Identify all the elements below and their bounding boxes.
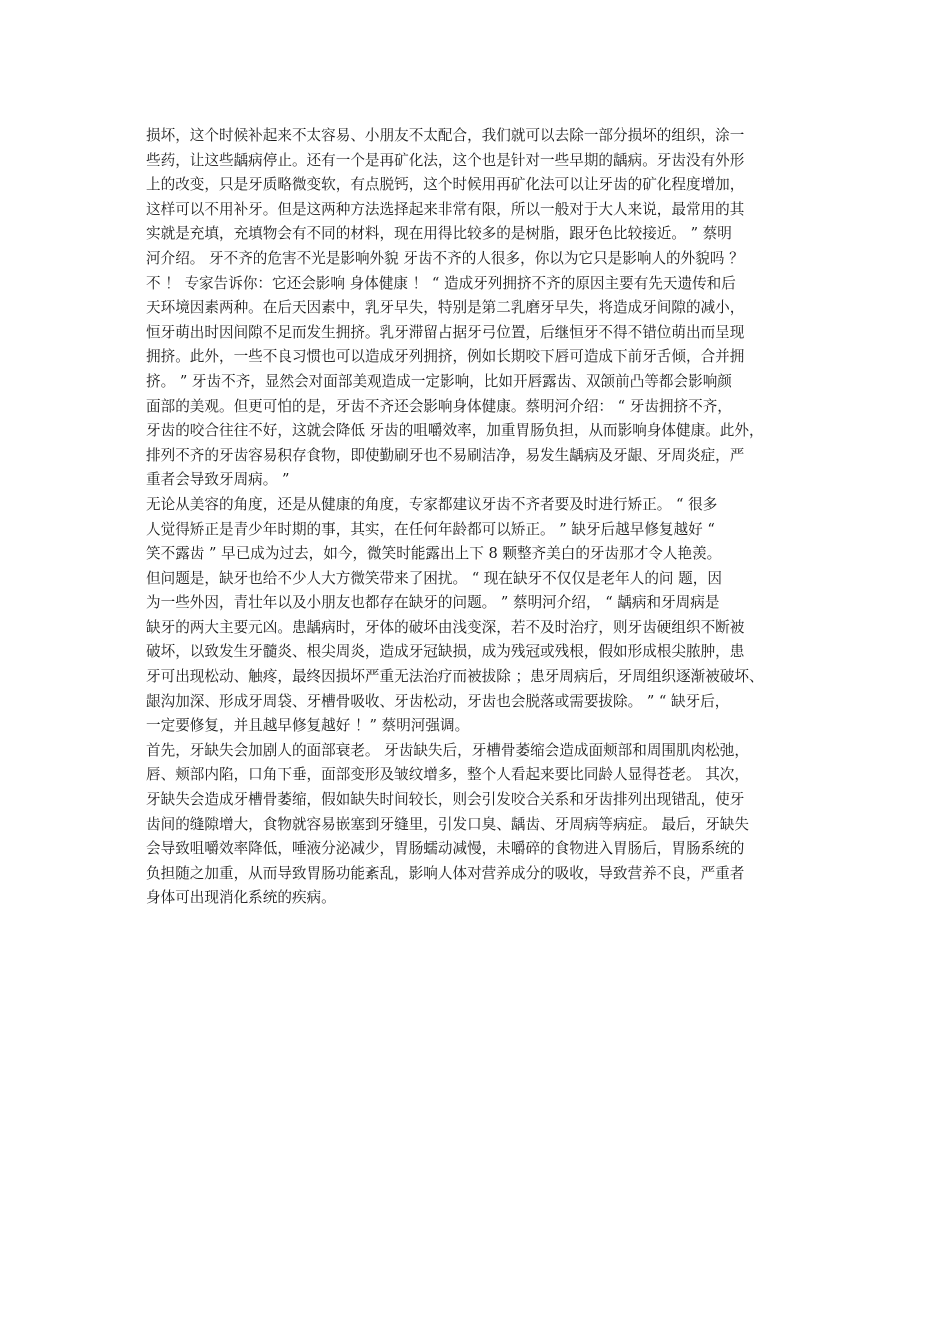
- text-line: 河介绍。 牙不齐的危害不光是影响外貌 牙齿不齐的人很多，你以为它只是影响人的外貌吗 ？: [146, 249, 744, 267]
- text-line: 天环境因素两种。在后天因素中，乳牙早失，特别是第二乳磨牙早失，将造成牙间隙的减小，: [146, 299, 745, 317]
- text-line: 笑不露齿 ” 早已成为过去，如今，微笑时能露出上下 8 颗整齐美白的牙齿那才令人艳羡。: [146, 545, 722, 563]
- text-line: 无论从美容的角度，还是从健康的角度，专家都建议牙齿不齐者要及时进行矫正。 “ 很多: [146, 495, 718, 513]
- text-line: 这样可以不用补牙。但是这两种方法选择起来非常有限，所以一般对于大人来说，最常用的其: [146, 200, 745, 218]
- document-body: [146, 124, 836, 911]
- text-line: 上的改变，只是牙质略微变软，有点脱钙，这个时候用再矿化法可以让牙齿的矿化程度增加，: [146, 176, 745, 194]
- text-line: 但问题是，缺牙也给不少人大方微笑带来了困扰。 “ 现在缺牙不仅仅是老年人的问 题，因: [146, 569, 722, 587]
- text-line: 齿间的缝隙增大，食物就容易嵌塞到牙缝里，引发口臭、龋齿、牙周病等病症。 最后，牙缺失: [146, 815, 749, 833]
- text-line: 些药，让这些龋病停止。还有一个是再矿化法，这个也是针对一些早期的龋病。牙齿没有外形: [146, 151, 745, 169]
- text-line: 排列不齐的牙齿容易积存食物，即使勤刷牙也不易刷洁净，易发生龋病及牙龈、牙周炎症，严: [146, 446, 745, 464]
- text-line: 为一些外因，青壮年以及小朋友也都存在缺牙的问题。 ” 蔡明河介绍， “ 龋病和牙周病是: [146, 594, 720, 612]
- text-line: 一定要修复，并且越早修复越好 ！” 蔡明河强调。: [146, 717, 470, 735]
- text-line: 会导致咀嚼效率降低，唾液分泌减少，胃肠蠕动减慢，未嚼碎的食物进入胃肠后，胃肠系统的: [146, 840, 745, 858]
- text-line: 龈沟加深、形成牙周袋、牙槽骨吸收、牙齿松动，牙齿也会脱落或需要拔除。 ” “ 缺牙后，: [146, 692, 730, 710]
- text-line: 不 ！ 专家告诉你：它还会影响 身体健康 ！ “ 造成牙列拥挤不齐的原因主要有先天遗传和后: [146, 274, 736, 292]
- text-line: 负担随之加重，从而导致胃肠功能紊乱，影响人体对营养成分的吸收，导致营养不良，严重者: [146, 864, 745, 882]
- text-line: 损坏，这个时候补起来不太容易、小朋友不太配合，我们就可以去除一部分损坏的组织，涂一: [146, 127, 745, 144]
- text-line: 重者会导致牙周病。 ”: [146, 471, 290, 489]
- text-line: 牙齿的咬合往往不好，这就会降低 牙齿的咀嚼效率，加重胃肠负担，从而影响身体健康。此外，: [146, 422, 764, 440]
- text-line: 首先，牙缺失会加剧人的面部衰老。 牙齿缺失后，牙槽骨萎缩会造成面颊部和周围肌肉松弛，: [146, 741, 749, 759]
- text-line: 挤。 ” 牙齿不齐，显然会对面部美观造成一定影响，比如开唇露齿、双颌前凸等都会影响颜: [146, 372, 732, 390]
- text-line: 唇、颊部内陷，口角下垂，面部变形及皱纹增多，整个人看起来要比同龄人显得苍老。 其次，: [146, 766, 749, 784]
- text-line: 牙缺失会造成牙槽骨萎缩，假如缺失时间较长，则会引发咬合关系和牙齿排列出现错乱，使牙: [146, 791, 745, 809]
- text-line: 实就是充填，充填物会有不同的材料，现在用得比较多的是树脂，跟牙色比较接近。 ” 蔡明: [146, 225, 732, 243]
- text-line: 面部的美观。但更可怕的是，牙齿不齐还会影响身体健康。蔡明河介绍： “ 牙齿拥挤不齐，: [146, 397, 732, 415]
- text-line: 身体可出现消化系统的疾病。: [146, 889, 336, 907]
- text-line: 缺牙的两大主要元凶。患龋病时，牙体的破坏由浅变深，若不及时治疗，则牙齿硬组织不断被: [146, 618, 745, 636]
- text-line: 牙可出现松动、触疼，最终因损坏严重无法治疗而被拔除 ；患牙周病后，牙周组织逐渐被破坏、: [146, 668, 764, 686]
- text-line: 破坏，以致发生牙髓炎、根尖周炎，造成牙冠缺损，成为残冠或残根，假如形成根尖脓肿，患: [146, 643, 745, 661]
- text-line: 拥挤。此外，一些不良习惯也可以造成牙列拥挤，例如长期咬下唇可造成下前牙舌倾，合并拥: [146, 348, 745, 366]
- text-line: 恒牙萌出时因间隙不足而发生拥挤。乳牙滞留占据牙弓位置，后继恒牙不得不错位萌出而呈现: [146, 323, 745, 341]
- text-line: 人觉得矫正是青少年时期的事，其实，在任何年龄都可以矫正。 ” 缺牙后越早修复越好 “: [146, 520, 715, 538]
